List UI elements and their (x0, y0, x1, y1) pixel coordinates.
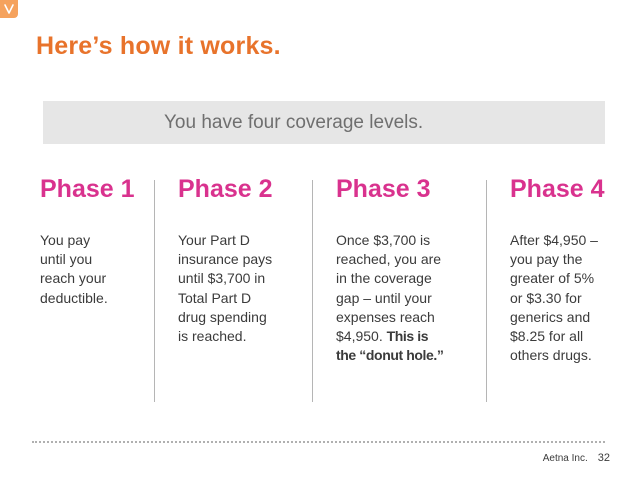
footer-company: Aetna Inc. (542, 453, 588, 464)
subtitle-banner (43, 101, 605, 144)
phase-2-line: Your Part D (178, 232, 250, 248)
phase-3-line: gap – until your (336, 289, 432, 306)
phase-2-line: Total Part D (178, 289, 252, 306)
phase-3-line (336, 327, 444, 346)
page-number: 32 (597, 452, 610, 464)
subtitle-text: You have four coverage levels. (164, 112, 424, 133)
phase-1-line: deductible. (40, 289, 108, 306)
phase-1-line: You pay (40, 232, 91, 248)
footer (543, 452, 610, 464)
phase-4-line: or $3.30 for (510, 289, 582, 306)
phase-2-line: until $3,700 in (178, 270, 266, 287)
phase-2-line: insurance pays (178, 251, 273, 268)
donut-hole-emphasis: the “donut hole.” (336, 347, 444, 364)
phase-4-line: generics and (510, 308, 591, 325)
phase-3-line: Once $3,700 is (336, 232, 431, 248)
phase-3-description (336, 231, 444, 365)
phase-3-line: expenses reach (336, 308, 435, 325)
phase-4-line: you pay the (510, 251, 583, 268)
column-divider (312, 180, 313, 402)
phase-1-line: until you (40, 251, 93, 268)
phase-3-title: Phase 3 (336, 175, 431, 203)
phase-4-line: others drugs. (510, 347, 592, 364)
phase-3-line: in the coverage (336, 270, 432, 287)
phase-3-amount: $4,950. (336, 328, 387, 345)
column-divider (154, 180, 155, 402)
phase-2-line: is reached. (178, 328, 247, 345)
footer-divider (32, 441, 605, 443)
phase-2-line: drug spending (178, 308, 267, 325)
phase-4-line: After $4,950 – (510, 232, 598, 248)
phase-4-line: $8.25 for all (510, 328, 584, 345)
phase-2-description (178, 231, 272, 346)
slide-title: Here’s how it works. (36, 32, 281, 60)
phase-1-line: reach your (40, 270, 107, 287)
phase-4-title: Phase 4 (510, 175, 605, 203)
phase-3-line: reached, you are (336, 251, 442, 268)
column-divider (486, 180, 487, 402)
phase-3-emphasis: This is (386, 328, 429, 345)
phase-4-description (510, 231, 598, 365)
phase-2-title: Phase 2 (178, 175, 273, 203)
aetna-logo-icon (0, 0, 18, 18)
phase-3-line (336, 346, 444, 365)
phase-4-line: greater of 5% (510, 270, 595, 287)
phase-1-title: Phase 1 (40, 175, 135, 203)
phase-1-description (40, 231, 108, 308)
